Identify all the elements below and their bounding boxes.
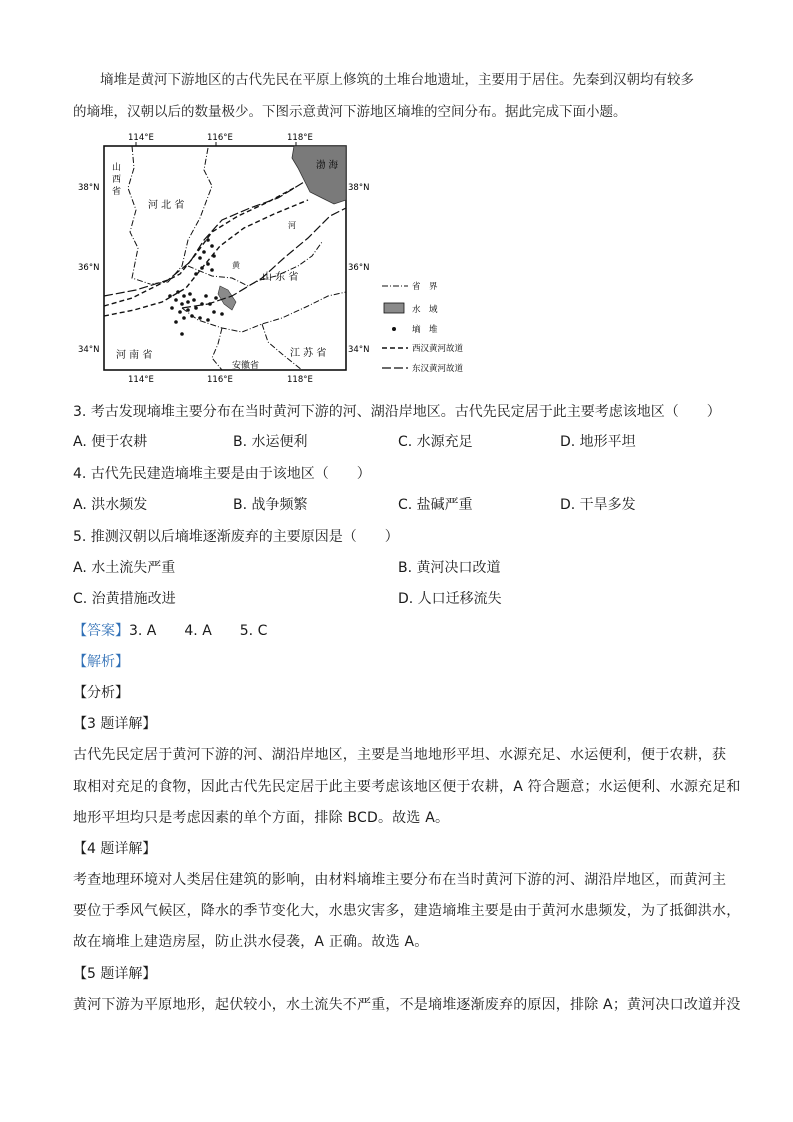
lat-right-36: 36°N <box>348 263 370 273</box>
legend-eastern-han: 东汉黄河故道 <box>412 364 464 374</box>
lat-left-36: 36°N <box>78 263 100 273</box>
detail-4-line-2: 要位于季风气候区，降水的季节变化大，水患灾害多，建造墒堆主要是由于黄河水患频发，为了抵御洪水， <box>73 903 741 919</box>
q4-option-a[interactable]: A. 洪水频发 <box>73 497 148 513</box>
detail-3-line-3: 地形平坦均只是考虑因素的单个方面，排除 BCD。故选 A。 <box>73 810 450 826</box>
q4-option-b[interactable]: B. 战争频繁 <box>233 497 308 513</box>
q3-option-a[interactable]: A. 便于农耕 <box>73 434 148 450</box>
legend-mound: 墒 堆 <box>412 325 438 335</box>
shanxi-label-2: 西 <box>112 175 122 185</box>
yellow-river-map <box>72 128 492 390</box>
detail-4-heading: 【4 题详解】 <box>73 841 157 857</box>
sea-label: 渤 海 <box>316 160 339 171</box>
q3-option-d[interactable]: D. 地形平坦 <box>560 434 636 450</box>
lat-left-38: 38°N <box>78 183 100 193</box>
q5-option-d[interactable]: D. 人口迁移流失 <box>398 591 502 607</box>
river-mark-label-2: 黄 <box>232 261 240 270</box>
detail-5-heading: 【5 题详解】 <box>73 966 157 982</box>
legend-water: 水 域 <box>412 305 438 315</box>
shanxi-label-3: 省 <box>112 187 122 197</box>
answer-row <box>73 620 267 640</box>
answer-label: 【答案】 <box>73 623 129 639</box>
river-mark-label: 河 <box>288 221 296 230</box>
q5-option-a[interactable]: A. 水土流失严重 <box>73 560 176 576</box>
henan-label: 河 南 省 <box>116 350 153 361</box>
q5-option-b[interactable]: B. 黄河决口改道 <box>398 560 501 576</box>
lon-top-116: 116°E <box>207 133 233 143</box>
anhui-label: 安徽省 <box>232 361 260 371</box>
map-legend <box>382 281 464 374</box>
question-4-stem: 4. 古代先民建造墒堆主要是由于该地区（ ） <box>73 466 371 482</box>
lat-right-38: 38°N <box>348 183 370 193</box>
legend-boundary: 省 界 <box>412 282 438 292</box>
hebei-label: 河 北 省 <box>148 200 185 211</box>
detail-3-line-2: 取相对充足的食物，因此古代先民定居于此主要考虑该地区便于农耕，A 符合题意；水运便利、水源充足和 <box>73 779 741 795</box>
q3-option-c[interactable]: C. 水源充足 <box>398 434 473 450</box>
fenxi-label: 【分析】 <box>73 685 129 701</box>
detail-3-line-1: 古代先民定居于黄河下游的河、湖沿岸地区，主要是当地地形平坦、水源充足、水运便利，便于农耕，获 <box>73 747 727 763</box>
q5-option-c[interactable]: C. 治黄措施改进 <box>73 591 176 607</box>
lon-top-114: 114°E <box>128 133 154 143</box>
detail-4-line-1: 考查地理环境对人类居住建筑的影响，由材料墒堆主要分布在当时黄河下游的河、湖沿岸地区，而黄河主 <box>73 872 727 888</box>
intro-line-2: 的墒堆，汉朝以后的数量极少。下图示意黄河下游地区墒堆的空间分布。据此完成下面小题。 <box>73 104 627 120</box>
detail-3-heading: 【3 题详解】 <box>73 716 157 732</box>
lat-left-34: 34°N <box>78 345 100 355</box>
shanxi-label-1: 山 <box>112 163 122 173</box>
question-3-stem: 3. 考古发现墒堆主要分布在当时黄河下游的河、湖沿岸地区。古代先民定居于此主要考虑该地区（ ） <box>73 404 721 420</box>
detail-4-line-3: 故在墒堆上建造房屋，防止洪水侵袭，A 正确。故选 A。 <box>73 934 429 950</box>
lon-bottom-118: 118°E <box>287 375 313 385</box>
question-5-stem: 5. 推测汉朝以后墒堆逐渐废弃的主要原因是（ ） <box>73 529 399 545</box>
lon-top-118: 118°E <box>287 133 313 143</box>
detail-5-line-1: 黄河下游为平原地形，起伏较小，水土流失不严重，不是墒堆逐渐废弃的原因，排除 A；黄河决口改道并没 <box>73 997 741 1013</box>
lat-right-34: 34°N <box>348 345 370 355</box>
shandong-label: 山 东 省 <box>262 272 299 283</box>
lon-bottom-116: 116°E <box>207 375 233 385</box>
q3-option-b[interactable]: B. 水运便利 <box>233 434 308 450</box>
q4-option-c[interactable]: C. 盐碱严重 <box>398 497 473 513</box>
lon-bottom-114: 114°E <box>128 375 154 385</box>
analysis-label: 【解析】 <box>73 654 129 670</box>
q4-option-d[interactable]: D. 干旱多发 <box>560 497 636 513</box>
legend-western-han: 西汉黄河故道 <box>412 344 464 354</box>
intro-line-1: 墒堆是黄河下游地区的古代先民在平原上修筑的土堆台地遗址，主要用于居住。先秦到汉朝均有较多 <box>100 72 694 88</box>
jiangsu-label: 江 苏 省 <box>290 348 327 359</box>
answer-text: 3. A 4. A 5. C <box>129 623 268 639</box>
